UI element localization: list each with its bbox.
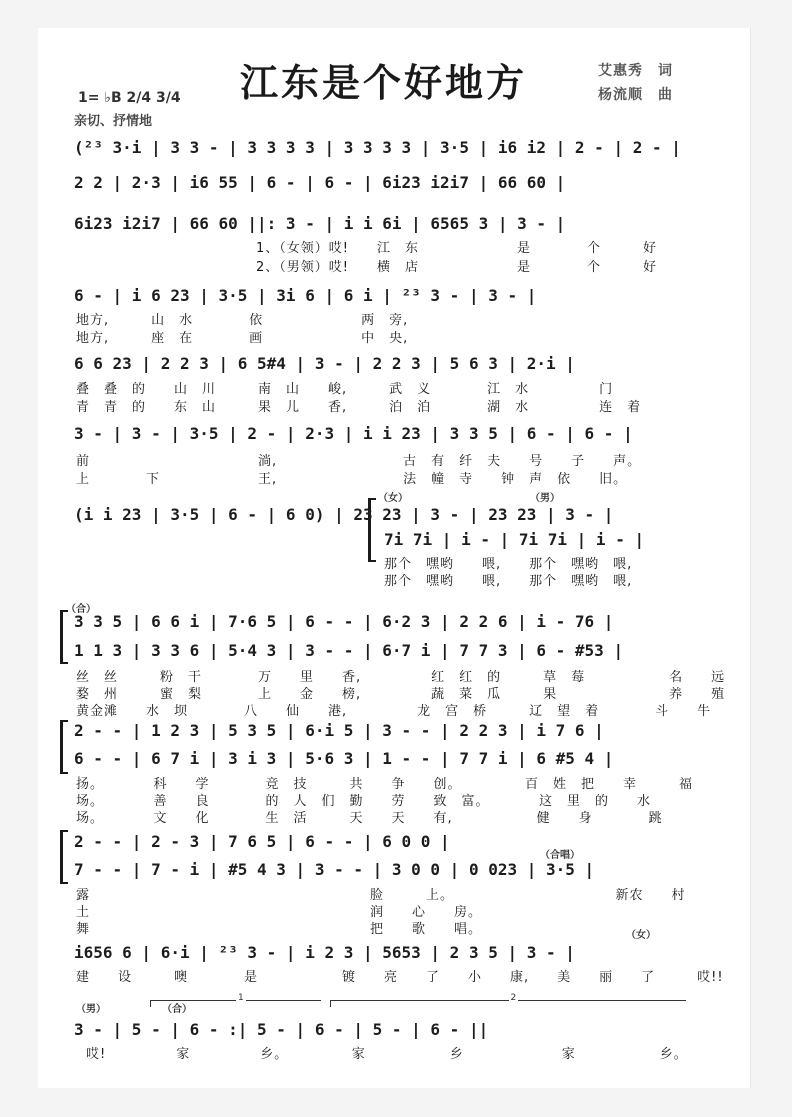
notation-row-7: (i i 23 | 3·5 | 6 - | 6 0) | 23 23 | 3 - | 23 23 | 3 - | (74, 505, 614, 524)
notation-row-13: 7 - - | 7 - i | #5 4 3 | 3 - - | 3 0 0 | 0 023 | 3·5 | (74, 860, 595, 879)
key-signature: 1= ♭B 2/4 3/4 (78, 90, 181, 106)
notation-row-5: 6 6 23 | 2 2 3 | 6 5#4 | 3 - | 2 2 3 | 5 6 3 | 2·i | (74, 354, 575, 373)
notation-row-1: (²³ 3·i | 3 3 - | 3 3 3 3 | 3 3 3 3 | 3·5 | i6 i2 | 2 - | 2 - | (74, 138, 681, 157)
lyric-call-1: 那个 嘿哟 喂, 那个 嘿哟 喂, (384, 557, 633, 572)
lyric-verse2-b: 青 青 的 东 山 果 儿 香, 泊 泊 湖 水 连 着 (76, 400, 642, 415)
lyric-stanza3-c: 舞 把 歌 唱。 (76, 922, 483, 937)
lyric-verse1-a: 地方, 山 水 依 两 旁, (76, 313, 409, 328)
volta-bracket-2 (330, 993, 686, 1007)
tag-male: （男） (530, 493, 560, 504)
lyric-verse2-a: 地方, 座 在 画 中 央, (76, 331, 409, 346)
lyric-coda-b: 哎! 家 乡。 家 乡 家 乡。 (86, 1047, 688, 1062)
lyricist-credit: 艾惠秀 词 (598, 63, 673, 79)
tag-male-coda: （男） (76, 1004, 106, 1015)
lyric-verse2-intro: 2、（男领）哎! 横 店 是 个 好 (256, 260, 657, 275)
notation-row-15: 3 - | 5 - | 6 - :| 5 - | 6 - | 5 - | 6 - || (74, 1020, 489, 1039)
notation-row-12: 2 - - | 2 - 3 | 7 6 5 | 6 - - | 6 0 0 | (74, 832, 450, 851)
lyric-stanza2-a: 婺 州 蜜 梨 上 金 榜, 蔬 菜 瓜 果 养 殖 (76, 687, 726, 702)
notation-row-4: 6 - | i 6 23 | 3·5 | 3i 6 | 6 i | ²³ 3 - | 3 - | (74, 286, 537, 305)
notation-row-2: 2 2 | 2·3 | i6 55 | 6 - | 6 - | 6i23 i2i7 | 66 60 | (74, 173, 566, 192)
notation-row-7-lower: 7i 7i | i - | 7i 7i | i - | (384, 530, 645, 549)
lyric-stanza1-c: 露 脸 上。 新农 村 (76, 888, 686, 903)
lyric-stanza2-c: 土 润 心 房。 (76, 905, 483, 920)
tag-female-coda: （女） (626, 930, 656, 941)
lyric-verse1-intro: 1、（女领）哎! 江 东 是 个 好 (256, 241, 657, 256)
tag-female: （女） (378, 493, 408, 504)
lyric-stanza3-a: 黄金滩 水 坝 八 仙 港, 龙 宫 桥 辽 望 着 斗 牛 (76, 704, 712, 719)
tag-together: （合） (66, 604, 96, 615)
notation-row-6: 3 - | 3 - | 3·5 | 2 - | 2·3 | i i 23 | 3 3 5 | 6 - | 6 - | (74, 424, 633, 443)
lyric-stanza3-b: 场。 文 化 生 活 天 天 有, 健 身 跳 (76, 811, 663, 826)
song-title: 江东是个好地方 (240, 60, 528, 105)
chorus-bracket-1 (60, 610, 68, 664)
chorus-bracket-2 (60, 720, 68, 774)
chorus-bracket-3 (60, 830, 68, 884)
tag-chorus: （合唱） (540, 850, 580, 861)
notation-row-11: 6 - - | 6 7 i | 3 i 3 | 5·6 3 | 1 - - | 7 7 i | 6 #5 4 | (74, 749, 614, 768)
notation-row-14: i656 6 | 6·i | ²³ 3 - | i 2 3 | 5653 | 2 3 5 | 3 - | (74, 943, 575, 962)
lyric-coda-a: 建 设 噢 是 镀 亮 了 小 康, 美 丽 了 哎!! (76, 970, 724, 985)
notation-row-9: 1 1 3 | 3 3 6 | 5·4 3 | 3 - - | 6·7 i | 7 7 3 | 6 - #53 | (74, 641, 624, 660)
lyric-verse2-c: 上 下 王, 法 幢 寺 钟 声 依 旧。 (76, 472, 628, 487)
volta-bracket-1 (150, 993, 321, 1007)
notation-row-3: 6i23 i2i7 | 66 60 ||: 3 - | i i 6i | 6565 3 | 3 - | (74, 214, 566, 233)
lyric-call-2: 那个 嘿哟 喂, 那个 嘿哟 喂, (384, 574, 633, 589)
notation-row-10: 2 - - | 1 2 3 | 5 3 5 | 6·i 5 | 3 - - | 2 2 3 | i 7 6 | (74, 721, 604, 740)
tag-together-coda: （合） (162, 1004, 192, 1015)
composer-credit: 杨流顺 曲 (598, 87, 673, 103)
notation-row-8: 3 3 5 | 6 6 i | 7·6 5 | 6 - - | 6·2 3 | 2 2 6 | i - 76 | (74, 612, 614, 631)
tempo-marking: 亲切、抒情地 (74, 114, 153, 129)
lyric-stanza1-b: 扬。 科 学 竞 技 共 争 创。 百 姓 把 幸 福 (76, 777, 694, 792)
volta-number-1: 1 (238, 993, 244, 1003)
lyric-verse1-c: 前 淌, 古 有 纤 夫 号 子 声。 (76, 454, 642, 469)
lyric-stanza1-a: 丝 丝 粉 干 万 里 香, 红 红 的 草 莓 名 远 (76, 670, 726, 685)
volta-number-2: 2 (510, 993, 517, 1003)
lyric-stanza2-b: 场。 善 良 的 人 们 勤 劳 致 富。 这 里 的 水 (76, 794, 652, 809)
lyric-verse1-b: 叠 叠 的 山 川 南 山 峻, 武 义 江 水 门 (76, 382, 614, 397)
